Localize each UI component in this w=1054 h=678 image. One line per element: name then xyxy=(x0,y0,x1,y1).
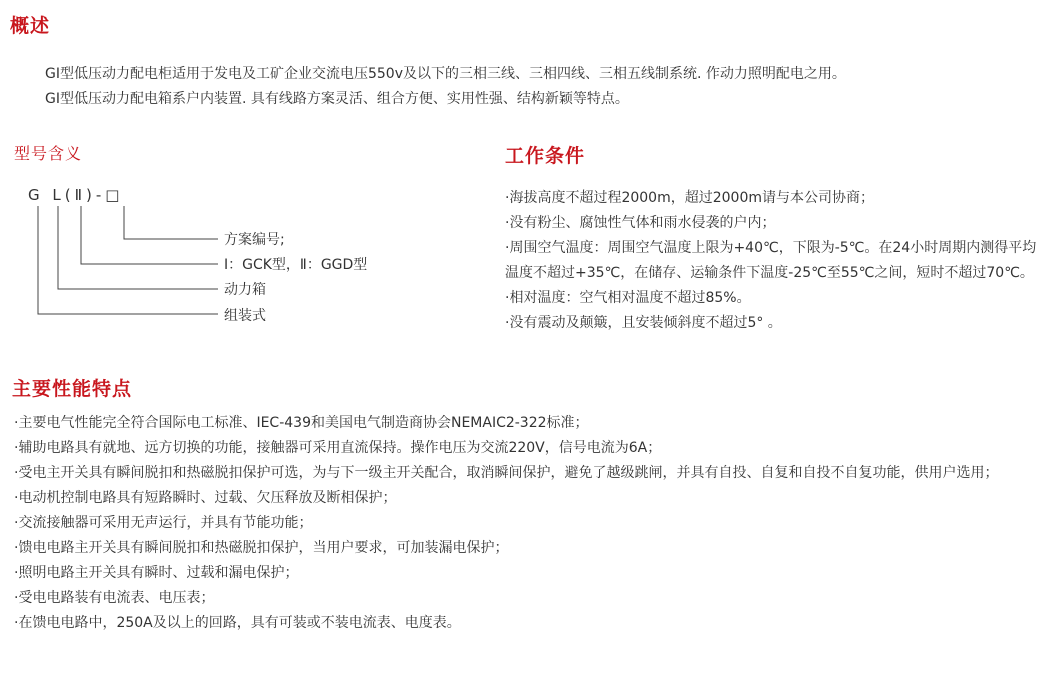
model-legend-assembly: 组装式 xyxy=(224,308,266,324)
working-conditions-list xyxy=(505,186,1045,336)
feature-item: ·受电主开关具有瞬间脱扣和热磁脱扣保护可选，为与下一级主开关配合，取消瞬间保护，避免了越级跳闸，并具有自投、自复和自投不自复功能，供用户选用； xyxy=(14,465,999,481)
feature-item: ·照明电路主开关具有瞬时、过载和漏电保护； xyxy=(14,565,299,581)
condition-item: ·没有震动及颠簸，且安装倾斜度不超过5° 。 xyxy=(505,315,782,331)
model-code: G L(Ⅱ)-□ xyxy=(28,186,124,204)
feature-item: ·交流接触器可采用无声运行，并具有节能功能； xyxy=(14,515,313,531)
model-legend-power-box: 动力箱 xyxy=(224,282,266,298)
leader-line-assembly xyxy=(38,206,218,314)
leader-line-type xyxy=(81,206,218,264)
condition-item: ·相对温度：空气相对温度不超过85%。 xyxy=(505,290,751,306)
intro-line: GI型低压动力配电柜适用于发电及工矿企业交流电压550v及以下的三相三线、三相四线、三相五线制系统. 作动力照明配电之用。 xyxy=(45,66,846,82)
model-legend-scheme: 方案编号; xyxy=(224,232,285,248)
feature-item: ·馈电电路主开关具有瞬间脱扣和热磁脱扣保护，当用户要求，可加装漏电保护； xyxy=(14,540,509,556)
intro-line: GI型低压动力配电箱系户内装置. 具有线路方案灵活、组合方便、实用性强、结构新颖等特点。 xyxy=(45,91,629,107)
main-features-list xyxy=(14,411,1044,636)
feature-item: ·电动机控制电路具有短路瞬时、过载、欠压释放及断相保护； xyxy=(14,490,397,506)
section-title-working-conditions: 工作条件 xyxy=(505,145,586,167)
feature-item: ·在馈电电路中，250A及以上的回路，具有可装或不装电流表、电度表。 xyxy=(14,615,461,631)
leader-line-scheme xyxy=(124,206,218,239)
section-title-main-features: 主要性能特点 xyxy=(12,378,133,400)
feature-item: ·受电电路装有电流表、电压表； xyxy=(14,590,215,606)
condition-item: ·没有粉尘、腐蚀性气体和雨水侵袭的户内； xyxy=(505,215,776,231)
leader-line-power-box xyxy=(58,206,218,289)
feature-item: ·主要电气性能完全符合国际电工标准、IEC-439和美国电气制造商协会NEMAIC2-322标准； xyxy=(14,415,589,431)
condition-item: ·周围空气温度：周围空气温度上限为+40℃，下限为-5℃。在24小时周期内测得平均温度不超过+35℃，在储存、运输条件下温度-25℃至55℃之间，短时不超过70℃。 xyxy=(505,240,1037,281)
section-title-overview: 概述 xyxy=(10,15,51,37)
condition-item: ·海拔高度不超过程2000m，超过2000m请与本公司协商； xyxy=(505,190,874,206)
model-legend-type: Ⅰ：GCK型，Ⅱ：GGD型 xyxy=(224,257,368,273)
section-title-model-meaning: 型号含义 xyxy=(14,144,83,163)
feature-item: ·辅助电路具有就地、远方切换的功能，接触器可采用直流保持。操作电压为交流220V，信号电流为6A； xyxy=(14,440,662,456)
